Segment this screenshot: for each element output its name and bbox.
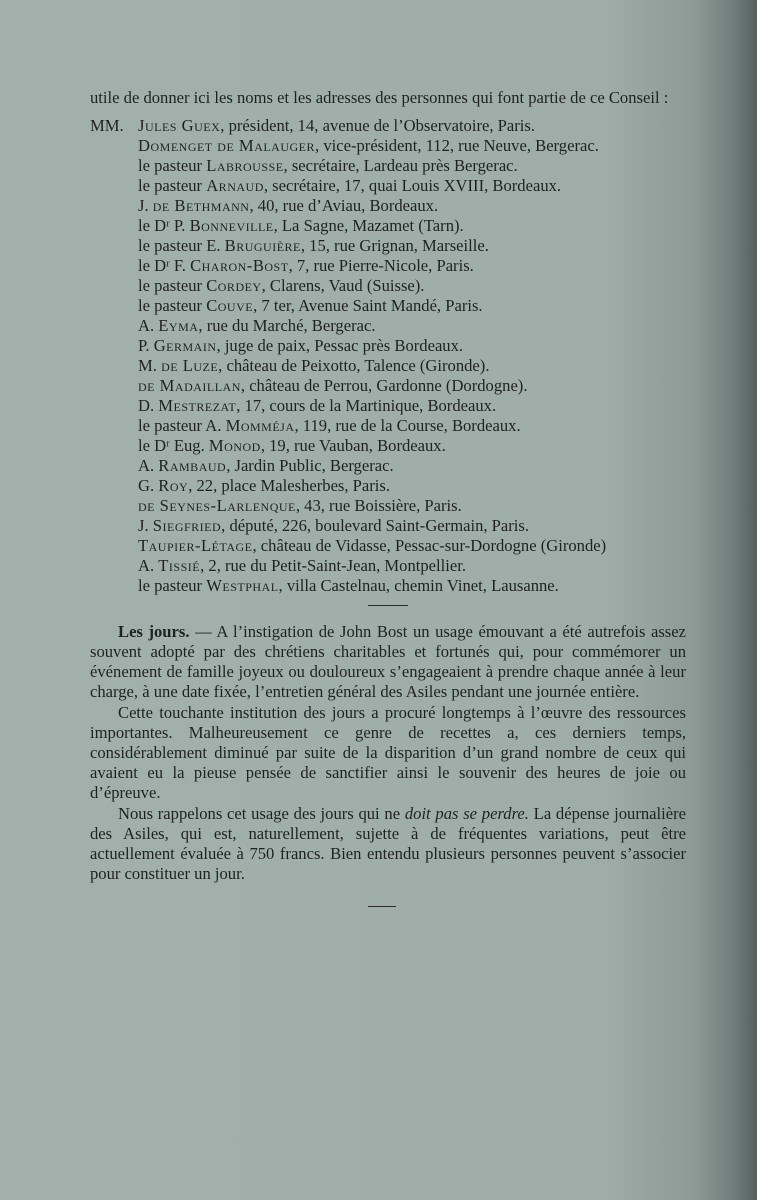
member-details: , 7, rue Pierre-Nicole, Paris. bbox=[288, 256, 474, 275]
member-text bbox=[138, 116, 686, 136]
member-name: Couve bbox=[206, 296, 254, 315]
member-entry bbox=[138, 316, 686, 336]
member-entry-first bbox=[90, 116, 686, 136]
member-entry bbox=[138, 476, 686, 496]
member-details: , 7 ter, Avenue Saint Mandé, Paris. bbox=[253, 296, 483, 315]
member-entry bbox=[138, 256, 686, 276]
member-prefix: P. bbox=[138, 336, 154, 355]
member-name: Eyma bbox=[158, 316, 199, 335]
member-details: , villa Castelnau, chemin Vinet, Lausanne. bbox=[278, 576, 559, 595]
member-details: , château de Peixotto, Talence (Gironde). bbox=[218, 356, 490, 375]
section-paragraph-2: Cette touchante institution des jours a procuré longtemps à l’œuvre des ressources importantes. Malheureusement ce genre de recettes a, ces derniers temps, considérablement diminué par suite de la disparition d’un grand nombre de ceux qui avaient eu la pieuse pensée de sanctifier ainsi le souvenir des heures de joie ou d’épreuve. bbox=[90, 703, 686, 802]
member-name: Mestrezat bbox=[158, 396, 237, 415]
member-details: , La Sagne, Mazamet (Tarn). bbox=[273, 216, 464, 235]
member-name: Monod bbox=[208, 436, 261, 455]
section-les-jours bbox=[90, 622, 686, 884]
member-details: , 2, rue du Petit-Saint-Jean, Montpellier. bbox=[200, 556, 467, 575]
member-prefix: A. bbox=[138, 556, 159, 575]
member-entry bbox=[138, 396, 686, 416]
member-details: , vice-président, 112, rue Neuve, Bergerac. bbox=[315, 136, 599, 155]
section-p3-emphasis: doit pas se perdre. bbox=[404, 804, 529, 823]
member-details: , Clarens, Vaud (Suisse). bbox=[261, 276, 425, 295]
member-entry bbox=[138, 456, 686, 476]
section-p1-text: — A l’instigation de John Bost un usage émouvant a été autrefois assez souvent adopté par des chrétiens charitables et fortunés qui, pour commémorer un événement de famille joyeux ou douloureux s’engageaient à prendre chaque année à leur charge, à une date fixée, l’entretien général des Asiles pendant une journée entière. bbox=[90, 622, 686, 701]
member-prefix: le Dʳ F. bbox=[138, 256, 191, 275]
member-name: de Seynes-Larlenque bbox=[138, 496, 296, 515]
member-name: Momméja bbox=[225, 416, 295, 435]
member-prefix: G. bbox=[138, 476, 159, 495]
member-entry bbox=[138, 136, 686, 156]
member-details: , château de Vidasse, Pessac-sur-Dordogne (Gironde) bbox=[252, 536, 607, 555]
member-entry bbox=[138, 156, 686, 176]
member-details: , juge de paix, Pessac près Bordeaux. bbox=[216, 336, 464, 355]
section-divider bbox=[368, 605, 408, 606]
member-details: , secrétaire, 17, quai Louis XVIII, Bordeaux. bbox=[263, 176, 562, 195]
section-paragraph-1 bbox=[90, 622, 686, 702]
member-entry bbox=[138, 536, 686, 556]
section-paragraph-3 bbox=[90, 804, 686, 884]
section-title: Les jours. bbox=[118, 622, 190, 641]
member-name: de Madaillan bbox=[138, 376, 241, 395]
member-details: , député, 226, boulevard Saint-Germain, Paris. bbox=[221, 516, 530, 535]
member-entry bbox=[138, 276, 686, 296]
member-entry bbox=[138, 296, 686, 316]
member-entry bbox=[138, 496, 686, 516]
intro-paragraph: utile de donner ici les noms et les adresses des personnes qui font partie de ce Conseil : bbox=[90, 88, 669, 107]
member-prefix: le pasteur bbox=[138, 176, 207, 195]
member-name: Tissié bbox=[158, 556, 201, 575]
member-prefix: le Dʳ Eug. bbox=[138, 436, 209, 455]
member-entry bbox=[138, 556, 686, 576]
member-name: Germain bbox=[153, 336, 217, 355]
mm-label: MM. bbox=[90, 116, 124, 135]
member-prefix: J. bbox=[138, 196, 153, 215]
member-name: Westphal bbox=[206, 576, 279, 595]
member-details: , 17, cours de la Martinique, Bordeaux. bbox=[236, 396, 497, 415]
member-details: , 22, place Malesherbes, Paris. bbox=[188, 476, 391, 495]
member-prefix: le Dʳ P. bbox=[138, 216, 190, 235]
member-name: Taupier-Létage bbox=[138, 536, 253, 555]
member-prefix: le pasteur bbox=[138, 296, 207, 315]
member-prefix: D. bbox=[138, 396, 159, 415]
member-entry bbox=[138, 516, 686, 536]
member-details: , 43, rue Boissière, Paris. bbox=[295, 496, 462, 515]
member-prefix: M. bbox=[138, 356, 162, 375]
page-content bbox=[90, 88, 686, 907]
member-details: , 119, rue de la Course, Bordeaux. bbox=[294, 416, 521, 435]
member-name: Jules Guex bbox=[138, 116, 221, 135]
member-entry bbox=[138, 216, 686, 236]
member-entry bbox=[138, 236, 686, 256]
member-name: Bonneville bbox=[189, 216, 274, 235]
member-details: , 15, rue Grignan, Marseille. bbox=[300, 236, 489, 255]
member-prefix: le pasteur E. bbox=[138, 236, 225, 255]
member-name: Roy bbox=[158, 476, 189, 495]
member-prefix: J. bbox=[138, 516, 153, 535]
member-prefix: le pasteur bbox=[138, 156, 207, 175]
member-name: Rambaud bbox=[158, 456, 227, 475]
member-details: , Jardin Public, Bergerac. bbox=[226, 456, 394, 475]
member-name: Labrousse bbox=[206, 156, 284, 175]
member-prefix: le pasteur bbox=[138, 576, 207, 595]
member-name: Siegfried bbox=[152, 516, 222, 535]
member-prefix: A. bbox=[138, 316, 159, 335]
member-name: Bruguière bbox=[224, 236, 301, 255]
member-entry bbox=[138, 576, 686, 596]
member-name: de Luze bbox=[161, 356, 219, 375]
end-divider bbox=[368, 906, 396, 907]
member-entry bbox=[138, 436, 686, 456]
member-entry bbox=[138, 376, 686, 396]
member-details: , président, 14, avenue de l’Observatoire, Paris. bbox=[220, 116, 535, 135]
member-details: , château de Perrou, Gardonne (Dordogne). bbox=[240, 376, 528, 395]
member-details: , 19, rue Vauban, Bordeaux. bbox=[260, 436, 446, 455]
member-name: de Bethmann bbox=[152, 196, 250, 215]
member-prefix: le pasteur A. bbox=[138, 416, 226, 435]
section-p3-text-a: Nous rappelons cet usage des jours qui ne bbox=[118, 804, 405, 823]
member-details: , rue du Marché, Bergerac. bbox=[198, 316, 376, 335]
member-details: , secrétaire, Lardeau près Bergerac. bbox=[283, 156, 518, 175]
council-member-list bbox=[90, 116, 686, 596]
member-entry bbox=[138, 416, 686, 436]
member-entry bbox=[138, 196, 686, 216]
member-details: , 40, rue d’Aviau, Bordeaux. bbox=[249, 196, 439, 215]
member-name: Domenget de Malauger bbox=[138, 136, 316, 155]
member-entry bbox=[138, 336, 686, 356]
member-prefix: le pasteur bbox=[138, 276, 207, 295]
member-entry bbox=[138, 176, 686, 196]
member-entry bbox=[138, 356, 686, 376]
section-p3-text-b: La dépense journalière des Asiles, qui est, naturellement, sujette à de fréquentes variations, peut être actuellement évaluée à 750 francs. Bien entendu plusieurs personnes peuvent s’associer pour constituer un jour. bbox=[90, 804, 686, 883]
member-prefix: A. bbox=[138, 456, 159, 475]
member-name: Cordey bbox=[206, 276, 262, 295]
member-name: Charon-Bost bbox=[190, 256, 289, 275]
member-name: Arnaud bbox=[206, 176, 264, 195]
